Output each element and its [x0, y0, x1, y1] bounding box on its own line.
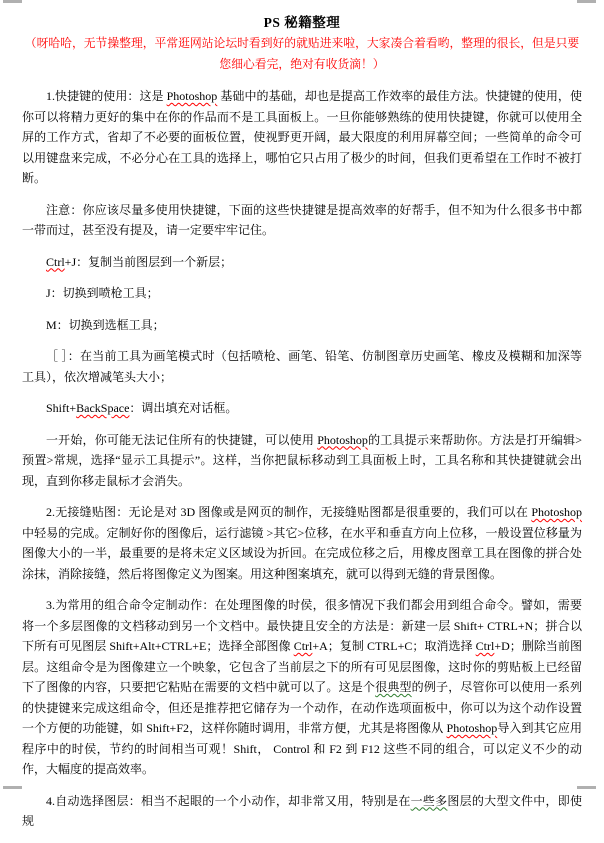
- spellcheck-underline-run: Photoshop: [166, 89, 218, 103]
- paragraph: [22, 502, 582, 584]
- paragraph: [22, 252, 582, 273]
- paragraphs: [22, 86, 582, 832]
- text-run: 的例子，尽管你可以使用一系列的快捷键来完成这组命令，但还是推荐把它储存为一个动作，在动作选项面板中，你可以为这个动作设置一个方便的功能键，如 Shift+F2，这样你随时调用，非常方便，尤其是将图像从: [22, 680, 582, 735]
- paragraph: [22, 315, 582, 336]
- text-run: 2.无接缝贴图：无论是对 3D 图像或是网页的制作，无接缝贴图都是很重要的，我们可以在: [46, 505, 532, 519]
- subtitle-line-1: （呀哈哈，无节操整理，平常逛网站论坛时看到好的就贴进来啦，大家凑合着看哟，整理的很长，但是只要: [24, 36, 580, 50]
- document-content: [22, 12, 582, 843]
- paragraph: [22, 346, 582, 387]
- text-run: 1.快捷键的使用：这是: [46, 89, 167, 103]
- text-run: 一开始，你可能无法记住所有的快捷键，可以使用: [46, 432, 318, 447]
- text-run: 注意：你应该尽量多使用快捷键，下面的这些快捷键是提高效率的好帮手，但不知为什么很多书中都一带而过，甚至没有提及，请一定要牢牢记住。: [22, 202, 582, 237]
- grammar-underline-run: 很典型: [375, 680, 412, 694]
- spellcheck-underline-run: Photoshop: [317, 432, 368, 447]
- text-run: ［ ］：在当前工具为画笔模式时（包括喷枪、画笔、铅笔、仿制图章历史画笔、橡皮及模糊和加深等工具），依次增减笔头大小；: [22, 349, 582, 384]
- paragraph: [22, 595, 582, 780]
- page-corner-mark-bottom-left: [3, 786, 22, 789]
- spellcheck-underline-run: Photoshop: [446, 721, 498, 735]
- text-run: +D；删除当前图层。这组命令是为图像建立一个映象，它包含了当前层之下的所有可见层图像，这时你的剪贴板上已经留下了图像的内容，只要把它粘贴在需要的文档中就可以了。这是个: [22, 639, 582, 694]
- document-subtitle: [22, 33, 582, 74]
- text-run: +J：复制当前图层到一个新层；: [64, 254, 233, 269]
- text-run: 导入到其它应用程序中的时侯，节约的时间相当可观！Shift， Control 和 F2 到 F12 这些不同的组合，可以定义不少的动作，大幅度的提高效率。: [22, 721, 582, 776]
- paragraph: [22, 283, 582, 304]
- text-run: 基础中的基础，却也是提高工作效率的最佳方法。快捷键的使用，使你可以将精力更好的集中在你的作品而不是工具面板上。一旦你能够熟练的使用快捷键，你就可以使用全屏的工作方式，省却了不必要的面板位置，使视野更开阔，最大限度的利用屏幕空间；一些简单的命令可以用键盘来完成，不必分心在工具的选择上，哪怕它只占用了极少的时间，但我们更希望在工作时不被打断。: [22, 89, 582, 185]
- paragraph: [22, 430, 582, 492]
- page-corner-mark-top-right: [577, 0, 596, 3]
- spellcheck-underline-run: Ctrl: [475, 639, 495, 653]
- text-run: J：切换到喷枪工具；: [46, 286, 159, 300]
- text-run: 3.为常用的组合命令定制动作：在处理图像的时侯，很多情况下我们都会用到组合命令。譬如，需要将一个多层图像的文档移动到另一个文档中。最快捷且安全的方法是：新建一层 Shift+ CTRL+N；拼合以下所有可见图层 Shift+Alt+CTRL+E；选择全部图像: [22, 598, 582, 653]
- text-run: 图层的大型文件中，即使规: [22, 793, 582, 828]
- text-run: 的工具提示来帮助你。方法是打开编辑>预置>常规，选择“显示工具提示”。这样，当你把鼠标移动到工具面板上时，工具名称和其快捷键就会出现，直到你移走鼠标才会消失。: [22, 432, 582, 488]
- text-run: 中轻易的完成。定制好你的图像后，运行滤镜 >其它>位移，在水平和垂直方向上位移，一般设置位移量为图像大小的一半，最重要的是将未定义区域设为折回。在完成位移之后，用橡皮图章工具在图像的拼合处涂抹，消除接缝，然后将图像定义为图案。用这种图案填充，就可以得到无缝的背景图像。: [22, 525, 582, 581]
- subtitle-line-2: 您细心看完，绝对有收货滴！）: [219, 56, 385, 71]
- text-run: Shift+: [46, 401, 77, 415]
- spellcheck-underline-run: Ctrl: [46, 254, 65, 269]
- spellcheck-underline-run: Photoshop: [531, 505, 582, 519]
- text-run: ：调出填充对话框。: [129, 401, 238, 415]
- text-run: M：切换到选框工具；: [46, 317, 165, 332]
- page-corner-mark-top-left: [3, 0, 22, 3]
- text-run: 4.自动选择图层：相当不起眼的一个小动作，却非常又用，特别是在: [46, 793, 411, 808]
- spellcheck-underline-run: Ctrl: [293, 639, 313, 653]
- paragraph: [22, 791, 582, 832]
- paragraph: [22, 398, 582, 419]
- paragraph: [22, 86, 582, 189]
- page-title: PS 秘籍整理: [263, 15, 341, 30]
- paragraph: [22, 200, 582, 241]
- spellcheck-underline-run: BackSpace: [76, 401, 130, 415]
- text-run: +A；复制 CTRL+C；取消选择: [312, 639, 476, 653]
- grammar-underline-run: 一些多: [410, 793, 448, 808]
